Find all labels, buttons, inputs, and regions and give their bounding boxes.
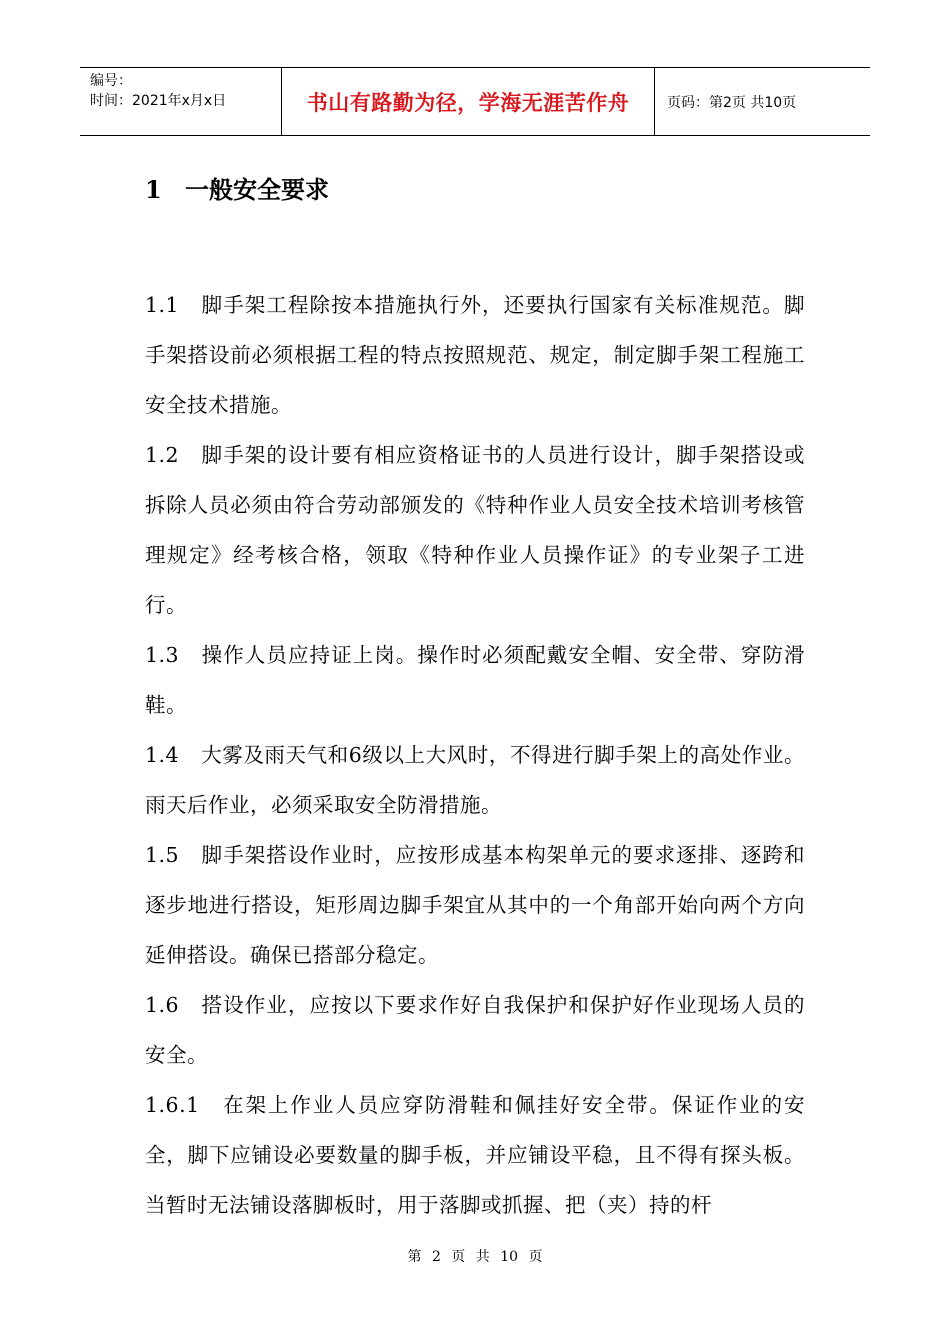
- paragraph-text: 大雾及雨天气和6级以上大风时，不得进行脚手架上的高处作业。雨天后作业，必须采取安全防滑措施。: [145, 743, 805, 817]
- document-body: [145, 280, 805, 1230]
- paragraph-text: 在架上作业人员应穿防滑鞋和佩挂好安全带。保证作业的安全，脚下应铺设必要数量的脚手板，并应铺设平稳，且不得有探头板。当暂时无法铺设落脚板时，用于落脚或抓握、把（夹）持的杆: [145, 1093, 805, 1217]
- section-heading: 一般安全要求: [185, 175, 329, 204]
- paragraph-text: 脚手架工程除按本措施执行外，还要执行国家有关标准规范。脚手架搭设前必须根据工程的特点按照规范、规定，制定脚手架工程施工安全技术措施。: [145, 293, 805, 417]
- section-number: 1: [145, 175, 162, 204]
- paragraph-1-6: [145, 980, 805, 1080]
- paragraph-1-1: [145, 280, 805, 430]
- header-page-info: 页码：第2页 共10页: [667, 94, 797, 111]
- paragraph-number: 1.3: [145, 643, 180, 667]
- header-motto: 书山有路勤为径，学海无涯苦作舟: [282, 68, 655, 135]
- paragraph-number: 1.1: [145, 293, 180, 317]
- paragraph-text: 操作人员应持证上岗。操作时必须配戴安全帽、安全带、穿防滑鞋。: [145, 643, 805, 717]
- paragraph-1-6-1: [145, 1080, 805, 1230]
- paragraph-text: 脚手架的设计要有相应资格证书的人员进行设计，脚手架搭设或拆除人员必须由符合劳动部颁发的《特种作业人员安全技术培训考核管理规定》经考核合格，领取《特种作业人员操作证》的专业架子工进行。: [145, 443, 805, 617]
- paragraph-number: 1.4: [145, 743, 180, 767]
- page-footer: 第 2 页 共 10 页: [407, 1249, 543, 1265]
- document-time: 时间：2021年x月x日: [90, 93, 227, 109]
- paragraph-1-3: [145, 630, 805, 730]
- header-meta: [80, 68, 282, 135]
- document-number-label: 编号：: [90, 73, 132, 89]
- paragraph-1-4: [145, 730, 805, 830]
- paragraph-text: 脚手架搭设作业时，应按形成基本构架单元的要求逐排、逐跨和逐步地进行搭设，矩形周边脚手架宜从其中的一个角部开始向两个方向延伸搭设。确保已搭部分稳定。: [145, 843, 805, 967]
- paragraph-1-2: [145, 430, 805, 630]
- page-header: [80, 67, 870, 136]
- paragraph-1-5: [145, 830, 805, 980]
- paragraph-text: 搭设作业，应按以下要求作好自我保护和保护好作业现场人员的安全。: [145, 993, 805, 1067]
- paragraph-number: 1.5: [145, 843, 180, 867]
- section-title: [145, 170, 329, 205]
- paragraph-number: 1.6: [145, 993, 180, 1017]
- paragraph-number: 1.2: [145, 443, 180, 467]
- paragraph-number: 1.6.1: [145, 1093, 200, 1117]
